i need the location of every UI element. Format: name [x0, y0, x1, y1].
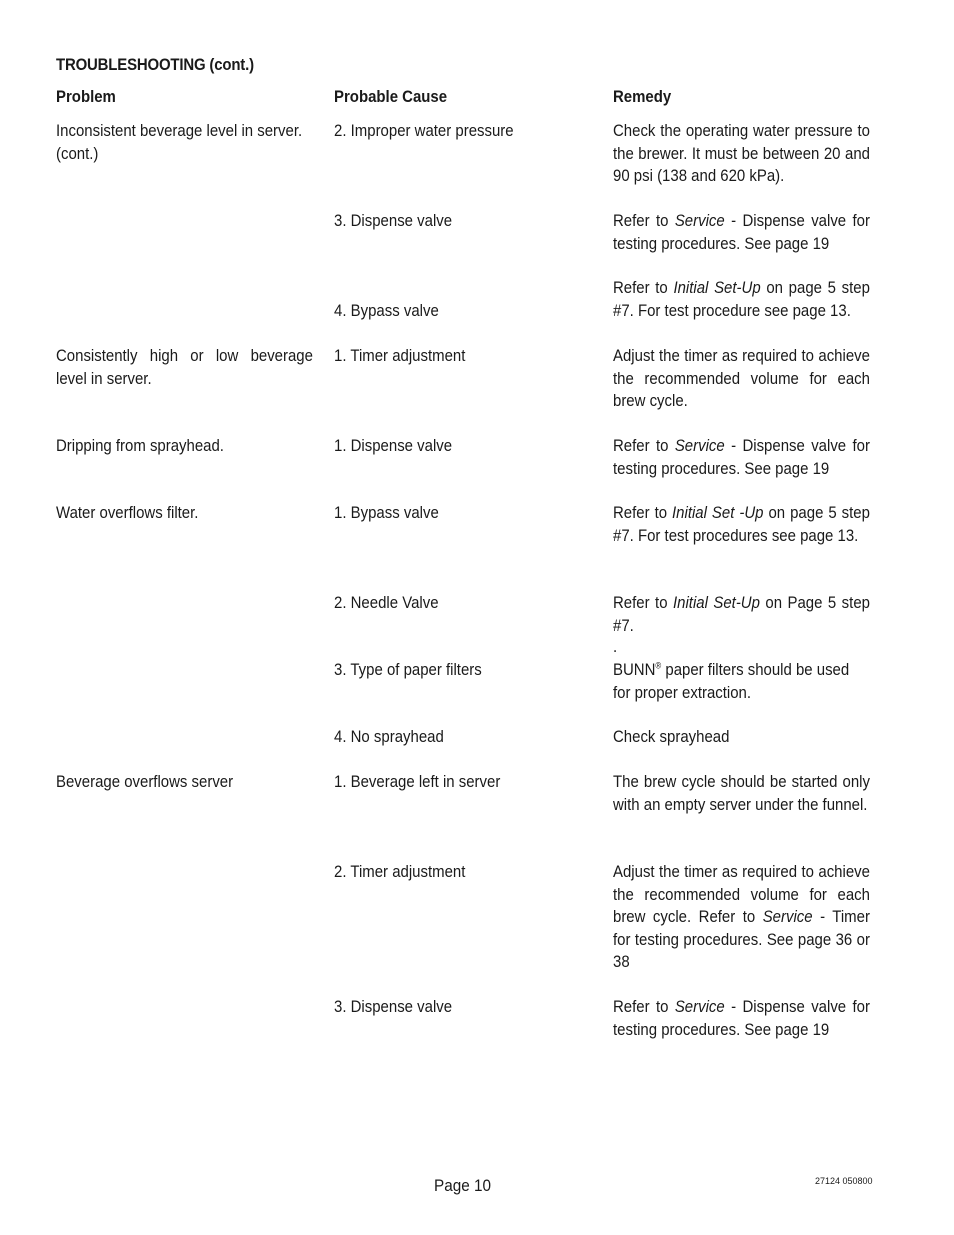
problem-cell: Inconsistent beverage level in server. (cont.) [56, 121, 303, 163]
remedy-text: - Dispense valve for testing procedures. See page 19 [613, 436, 870, 478]
remedy-cell [613, 659, 870, 704]
cause-cell: 4. No sprayhead [334, 727, 444, 746]
remedy-text: Refer to [613, 503, 673, 522]
section-title: TROUBLESHOOTING (cont.) [56, 55, 254, 74]
remedy-cell: The brew cycle should be started only with an empty server under the funnel. [613, 772, 870, 814]
remedy-cell: Check sprayhead [613, 727, 730, 746]
remedy-cell: Adjust the timer as required to achieve the recommended volume for each brew cycle. [613, 346, 870, 410]
remedy-emphasis: Service [674, 436, 725, 455]
remedy-dot: . [613, 637, 618, 656]
remedy-cell [613, 996, 870, 1041]
cause-cell: 4. Bypass valve [334, 301, 439, 320]
document-code: 27124 050800 [815, 1176, 873, 1186]
remedy-text: on Page 5 step #7. [613, 593, 870, 635]
problem-cell: Dripping from sprayhead. [56, 436, 224, 455]
remedy-emphasis: Initial Set -Up [672, 503, 764, 522]
remedy-text: Refer to [613, 997, 675, 1016]
remedy-text: on page 5 step #7. For test procedures see page 13. [613, 503, 870, 545]
remedy-cell [613, 210, 870, 255]
remedy-cell [613, 861, 870, 974]
remedy-emphasis: Service [674, 211, 725, 230]
remedy-emphasis: Service [762, 907, 813, 926]
remedy-text: Adjust the timer as required to achieve the recommended volume for each brew cycle. Refer to [613, 862, 870, 926]
remedy-emphasis: Initial Set-Up [673, 278, 761, 297]
column-header-cause: Probable Cause [334, 87, 448, 106]
remedy-cell: Check the operating water pressure to the brewer. It must be between 20 and 90 psi (138 and 620 kPa). [613, 121, 870, 185]
registered-mark: ® [655, 660, 662, 671]
cause-cell: 2. Needle Valve [334, 593, 439, 612]
remedy-text: Refer to [613, 436, 675, 455]
cause-cell: 3. Dispense valve [334, 997, 453, 1016]
cause-cell: 1. Dispense valve [334, 436, 453, 455]
cause-cell: 2. Improper water pressure [334, 121, 514, 140]
remedy-emphasis: Initial Set-Up [672, 593, 760, 612]
remedy-text: BUNN [613, 660, 656, 679]
remedy-text: - Timer for testing procedures. See page 36 or 38 [613, 907, 870, 971]
cause-cell: 2. Timer adjustment [334, 862, 466, 881]
cause-cell: 3. Type of paper filters [334, 660, 482, 679]
problem-cell: Water overflows filter. [56, 503, 199, 522]
cause-cell: 1. Bypass valve [334, 503, 439, 522]
remedy-text: paper filters should be used for proper extraction. [613, 660, 850, 702]
remedy-cell [613, 592, 870, 637]
problem-cell: Consistently high or low beverage level in server. [56, 346, 313, 388]
remedy-text: Refer to [613, 278, 674, 297]
remedy-text: - Dispense valve for testing procedures. See page 19 [613, 997, 870, 1039]
problem-cell: Beverage overflows server [56, 772, 234, 791]
remedy-cell [613, 502, 870, 547]
remedy-cell [613, 277, 870, 322]
remedy-emphasis: Service [674, 997, 725, 1016]
remedy-text: on page 5 step #7. For test procedure see page 13. [613, 278, 870, 320]
column-header-remedy: Remedy [613, 87, 672, 106]
page-number: Page 10 [434, 1176, 492, 1195]
remedy-text: Refer to [613, 593, 673, 612]
column-header-problem: Problem [56, 87, 116, 106]
remedy-cell [613, 435, 870, 480]
cause-cell: 1. Timer adjustment [334, 346, 466, 365]
remedy-text: - Dispense valve for testing procedures. See page 19 [613, 211, 870, 253]
cause-cell: 3. Dispense valve [334, 211, 453, 230]
remedy-text: Refer to [613, 211, 675, 230]
cause-cell: 1. Beverage left in server [334, 772, 501, 791]
